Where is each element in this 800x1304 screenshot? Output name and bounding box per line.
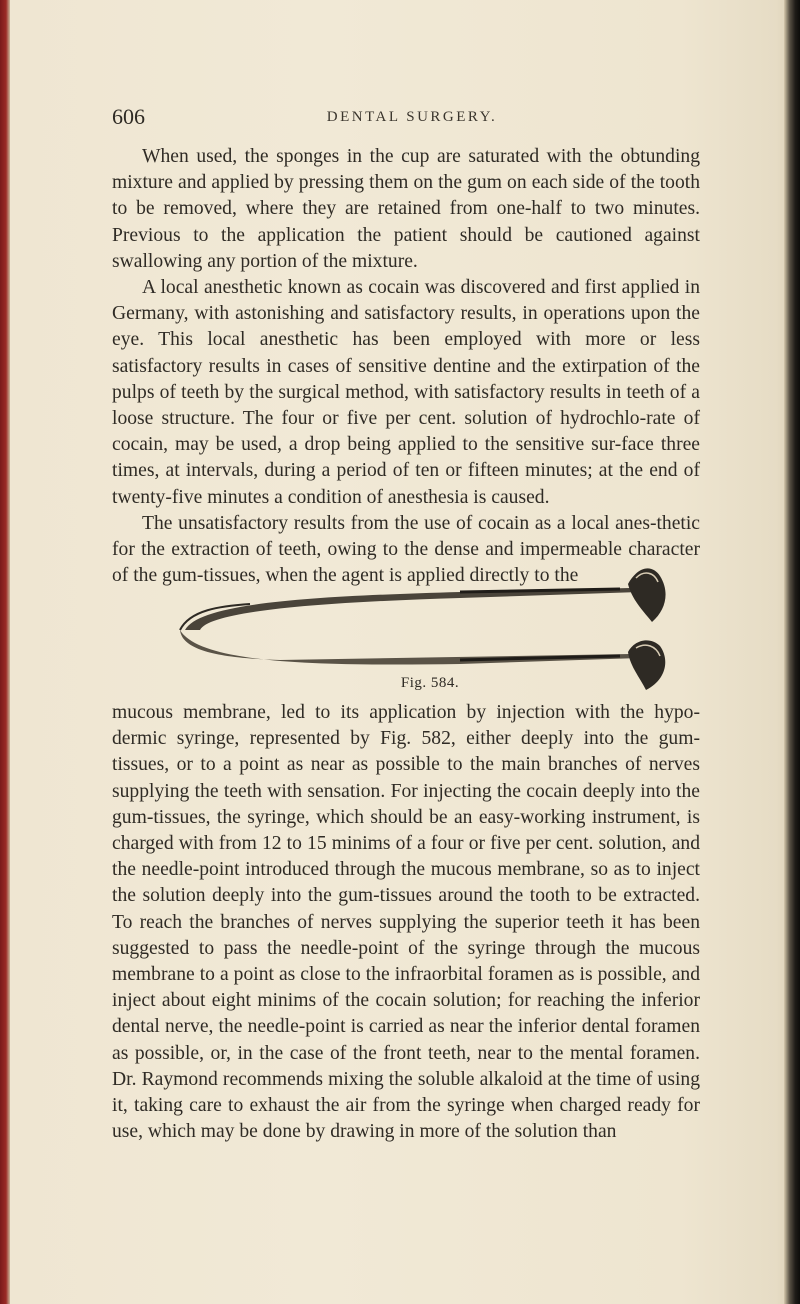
page-header [112, 104, 712, 134]
paragraph: The unsatisfactory results from the use of cocain as a local anes-thetic for the extraction of teeth, owing to the dense and impermeable character of the gum-tissues, when the agent is applied directly to the [112, 512, 700, 587]
paragraph: When used, the sponges in the cup are saturated with the obtunding mixture and applied by pressing them on the gum on each side of the tooth to be removed, where they are retained from one-half to two minutes. Previous to the application the patient should be cautioned against swallowing any portion of the mixture. [112, 146, 700, 272]
paragraph: A local anesthetic known as cocain was discovered and first applied in Germany, with astonishing and satisfactory results, in operations upon the eye. This local anesthetic has been employed with more or less satisfactory results in cases of sensitive dentine and the extirpation of the pulps of teeth by the surgical method, with satisfactory results in teeth of a loose structure. The four or five per cent. solution of hydrochlo-rate of cocain, may be used, a drop being applied to the sensitive sur-face three times, at intervals, during a period of ten or fifteen minutes; at the end of twenty-five minutes a condition of anesthesia is caused. [112, 277, 700, 508]
page-number: 606 [112, 104, 145, 129]
body-text-top [112, 144, 700, 589]
figure-forceps-illustration [160, 562, 700, 697]
forceps-upper-beak [628, 568, 666, 622]
body-text-bottom [112, 700, 700, 1145]
running-head: DENTAL SURGERY. [326, 109, 498, 125]
forceps-lower-arm [180, 630, 638, 665]
paragraph: mucous membrane, led to its application by injection with the hypo-dermic syringe, represented by Fig. 582, either deeply into the gum-tissues, or to a point as near as possible to the main branches of nerves supplying the teeth with sensation. For injecting the cocain deeply into the gum-tissues, the syringe, which should be an easy-working instrument, is charged with from 12 to 15 minims of a four or five per cent. solution, and the needle-point introduced through the mucous membrane, so as to inject the solution deeply into the gum-tissues around the tooth to be extracted. To reach the branches of nerves supplying the superior teeth it has been suggested to pass the needle-point of the syringe through the mucous membrane to a point as close to the infraorbital foramen as is possible, and inject about eight minims of the cocain solution; for reaching the inferior dental nerve, the needle-point is carried as near the inferior dental foramen as possible, or, in the case of the front teeth, near to the mental foramen. Dr. Raymond recommends mixing the soluble alkaloid at the time of using it, taking care to exhaust the air from the syringe when charged ready for use, which may be done by drawing in more of the solution than [112, 702, 700, 1143]
forceps-upper-arm [185, 588, 638, 630]
figure-caption: Fig. 584. [400, 675, 460, 691]
left-binding-edge [0, 0, 10, 1304]
right-page-edge [784, 0, 800, 1304]
